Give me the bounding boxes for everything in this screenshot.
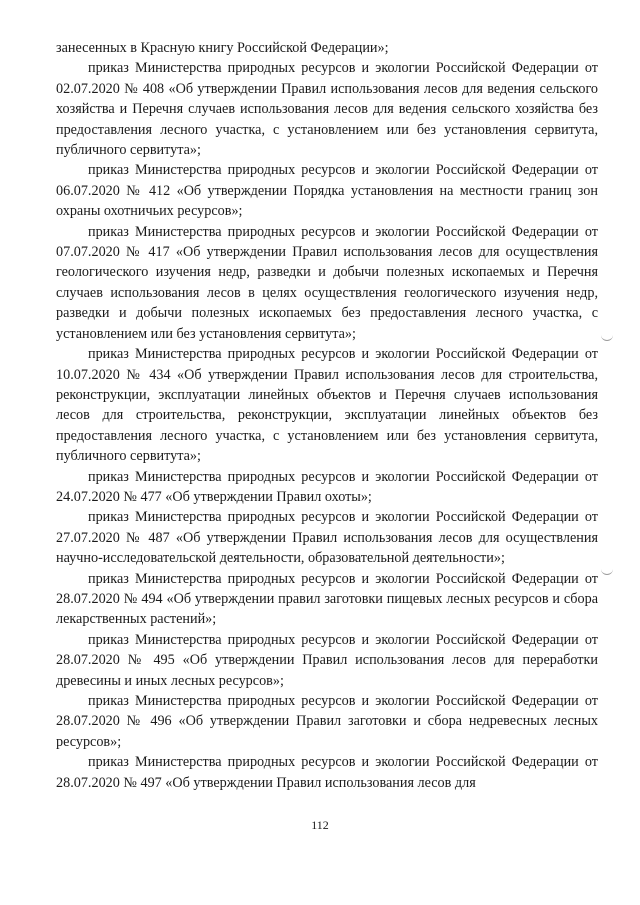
paragraph-order-412: приказ Министерства природных ресурсов и экологии Российской Федерации от 06.07.2020 № 412 «Об утверждении Порядка установления на местности границ зон охраны охотничьих ресурсов»;	[56, 162, 598, 220]
document-body	[56, 38, 598, 793]
paragraph-order-495: приказ Министерства природных ресурсов и экологии Российской Федерации от 28.07.2020 № 495 «Об утверждении Правил использования лесов для переработки древесины и иных лесных ресурсов»;	[56, 631, 598, 689]
margin-scan-mark-lower	[601, 566, 613, 575]
page-number: 112	[311, 818, 329, 832]
paragraph-order-496: приказ Министерства природных ресурсов и экологии Российской Федерации от 28.07.2020 № 496 «Об утверждении Правил заготовки и сбора недревесных лесных ресурсов»;	[56, 693, 598, 750]
paragraph-order-494: приказ Министерства природных ресурсов и экологии Российской Федерации от 28.07.2020 № 494 «Об утверждении правил заготовки пищевых лесных ресурсов и сбора лекарственных растений»;	[56, 570, 598, 628]
paragraph-order-417: приказ Министерства природных ресурсов и экологии Российской Федерации от 07.07.2020 № 417 «Об утверждении Правил использования лесов для осуществления геологического изучения недр, разведки и добычи полезных ископаемых и Перечня случаев использования лесов в целях осуществления геологического изучения недр, разведки и добычи полезных ископаемых без предоставления лесного участка, с установлением или без установления сервитута»;	[56, 223, 598, 342]
paragraph-order-487: приказ Министерства природных ресурсов и экологии Российской Федерации от 27.07.2020 № 487 «Об утверждении Правил использования лесов для осуществления научно-исследовательской деятельности, образовательной деятельности»;	[56, 509, 598, 567]
paragraph-order-497: приказ Министерства природных ресурсов и экологии Российской Федерации от 28.07.2020 № 497 «Об утверждении Правил использования лесов для	[56, 754, 598, 791]
margin-scan-mark-upper	[601, 332, 613, 341]
paragraph-order-408: приказ Министерства природных ресурсов и экологии Российской Федерации от 02.07.2020 № 408 «Об утверждении Правил использования лесов для ведения сельского хозяйства и Перечня случаев использования лесов для ведения сельского хозяйства без предоставления лесного участка, с установлением или без установления сервитута, публичного сервитута»;	[56, 60, 598, 159]
paragraph-order-477: приказ Министерства природных ресурсов и экологии Российской Федерации от 24.07.2020 № 477 «Об утверждении Правил охоты»;	[56, 468, 598, 505]
paragraph-order-434: приказ Министерства природных ресурсов и экологии Российской Федерации от 10.07.2020 № 434 «Об утверждении Правил использования лесов для строительства, реконструкции, эксплуатации линейных объектов и Перечня случаев использования лесов для строительства, реконструкции, эксплуатации линейных объектов без предоставления лесного участка, с установлением или без установления сервитута, публичного сервитута»;	[56, 346, 598, 465]
paragraph-continuation: занесенных в Красную книгу Российской Федерации»;	[56, 40, 389, 56]
